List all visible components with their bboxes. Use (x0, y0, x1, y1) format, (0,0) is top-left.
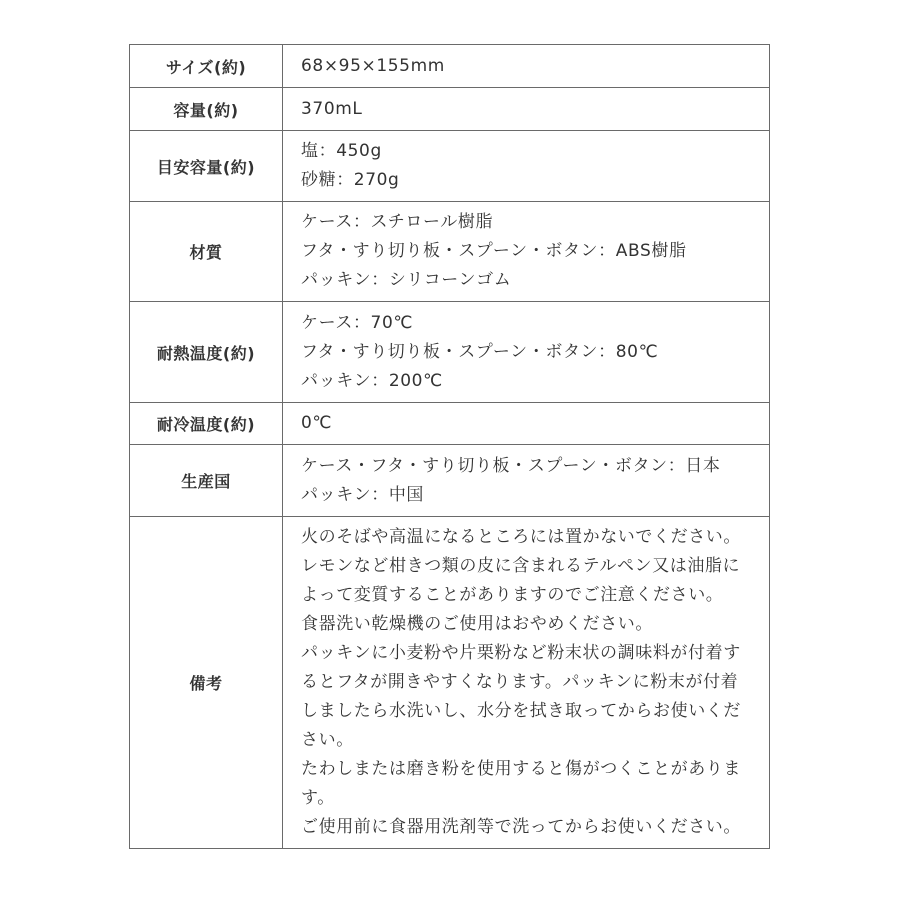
spec-label-cold-resistance: 耐冷温度(約) (130, 403, 283, 445)
spec-label-heat-resistance: 耐熱温度(約) (130, 302, 283, 403)
spec-value-guide-capacity (283, 131, 770, 202)
notes-line: るとフタが開きやすくなります。パッキンに粉末が付着 (301, 672, 739, 692)
spec-value-line: フタ・すり切り板・スプーン・ボタン：ABS樹脂 (301, 241, 687, 261)
spec-value-material (283, 202, 770, 302)
spec-value-line: 68×95×155mm (301, 55, 445, 76)
spec-row-size (130, 45, 770, 88)
spec-value-line: ケース・フタ・すり切り板・スプーン・ボタン：日本 (301, 455, 721, 476)
spec-row-capacity (130, 88, 770, 131)
spec-value-line: 塩：450g (301, 141, 382, 161)
spec-value-cold-resistance (283, 403, 770, 445)
notes-line: レモンなど柑きつ類の皮に含まれるテルペン又は油脂に (301, 556, 741, 576)
spec-value-line: 370mL (301, 98, 363, 119)
notes-line: たわしまたは磨き粉を使用すると傷がつくことがありま (301, 759, 741, 779)
spec-row-guide-capacity (130, 131, 770, 202)
spec-value-size (283, 45, 770, 88)
spec-value-line: フタ・すり切り板・スプーン・ボタン：80℃ (301, 341, 659, 362)
spec-value-country (283, 445, 770, 517)
spec-value-heat-resistance (283, 302, 770, 403)
spec-row-material (130, 202, 770, 302)
spec-value-line: パッキン：シリコーンゴム (301, 270, 512, 290)
notes-line: 火のそばや高温になるところには置かないでください。 (301, 527, 741, 547)
spec-value-line: 0℃ (301, 413, 333, 433)
notes-line: よって変質することがありますのでご注意ください。 (301, 585, 724, 605)
spec-label-notes: 備考 (130, 517, 283, 849)
spec-row-cold-resistance (130, 403, 770, 445)
spec-value-line: ケース：スチロール樹脂 (301, 212, 494, 232)
spec-label-size: サイズ(約) (130, 45, 283, 88)
spec-value-line: 砂糖：270g (301, 170, 400, 190)
spec-label-guide-capacity: 目安容量(約) (130, 131, 283, 202)
spec-row-country (130, 445, 770, 517)
notes-line: す。 (301, 788, 335, 808)
spec-label-capacity: 容量(約) (130, 88, 283, 131)
spec-value-line: パッキン：中国 (301, 484, 425, 505)
spec-label-material: 材質 (130, 202, 283, 302)
product-spec-table (129, 44, 770, 849)
spec-label-country: 生産国 (130, 445, 283, 517)
spec-value-line: パッキン：200℃ (301, 370, 443, 391)
notes-line: ご使用前に食器用洗剤等で洗ってからお使いください。 (301, 817, 741, 837)
notes-line: パッキンに小麦粉や片栗粉など粉末状の調味料が付着す (301, 643, 741, 663)
spec-value-capacity (283, 88, 770, 131)
spec-row-heat-resistance (130, 302, 770, 403)
notes-line: 食器洗い乾燥機のご使用はおやめください。 (301, 614, 653, 634)
spec-value-line: ケース：70℃ (301, 312, 414, 333)
notes-line: さい。 (301, 730, 354, 750)
spec-row-notes (130, 517, 770, 849)
spec-value-notes (283, 517, 770, 849)
notes-line: しましたら水洗いし、水分を拭き取ってからお使いくだ (301, 701, 741, 721)
